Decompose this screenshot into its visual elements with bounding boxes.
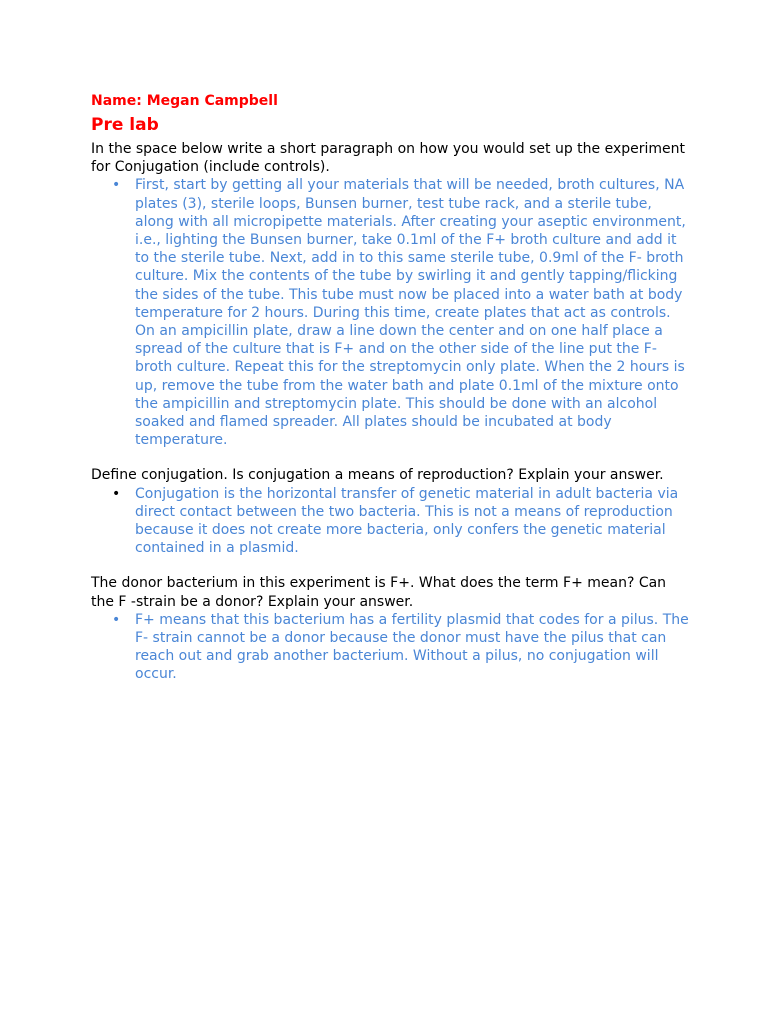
answer-text: F+ means that this bacterium has a fertility plasmid that codes for a pilus. The F- strain cannot be a donor because the donor must have the pilus that can reach out and grab another bacterium. Without a pilus, no conjugation will occur.: [135, 611, 689, 683]
bullet-icon: •: [112, 485, 121, 502]
answer-text: Conjugation is the horizontal transfer of genetic material in adult bacteria via direct contact between the two bacteria. This is not a means of reproduction because it does not create more bacteria, only confers the genetic material contained in a plasmid.: [135, 485, 679, 557]
answer-item: [91, 485, 691, 558]
question-prompt: Define conjugation. Is conjugation a means of reproduction? Explain your answer.: [91, 467, 664, 484]
answer-item: [91, 176, 691, 449]
answer-list: [91, 611, 691, 684]
document-page: [91, 92, 691, 684]
answer-list: [91, 485, 691, 558]
question-block: [91, 574, 691, 683]
question-block: [91, 466, 691, 557]
answer-text: First, start by getting all your materials that will be needed, broth cultures, NA plates (3), sterile loops, Bunsen burner, test tube rack, and a sterile tube, along with all micropipette materials. After creating your aseptic environment, i.e., lighting the Bunsen burner, take 0.1ml of the F+ broth culture and add it to the sterile tube. Next, add in to this same sterile tube, 0.9ml of the F- broth culture. Mix the contents of the tube by swirling it and gently tapping/flicking the sides of the tube. This tube must now be placed into a water bath at body temperature for 2 hours. During this time, create plates that act as controls. On an ampicillin plate, draw a line down the center and on one half place a spread of the culture that is F+ and on the other side of the line put the F- broth culture. Repeat this for the streptomycin only plate. When the 2 hours is up, remove the tube from the water bath and plate 0.1ml of the mixture onto the ampicillin and streptomycin plate. This should be done with an alcohol soaked and flamed spreader. All plates should be incubated at body temperature.: [135, 177, 686, 449]
answer-item: [91, 611, 691, 684]
bullet-icon: •: [112, 177, 121, 194]
answer-list: [91, 176, 691, 449]
question-prompt: The donor bacterium in this experiment is F+. What does the term F+ mean? Can the F -strain be a donor? Explain your answer.: [91, 575, 667, 610]
section-title: Pre lab: [91, 115, 159, 135]
bullet-icon: •: [112, 611, 121, 628]
question-prompt: In the space below write a short paragraph on how you would set up the experiment for Conjugation (include controls).: [91, 141, 686, 176]
question-block: [91, 140, 691, 449]
student-name: Name: Megan Campbell: [91, 93, 278, 109]
